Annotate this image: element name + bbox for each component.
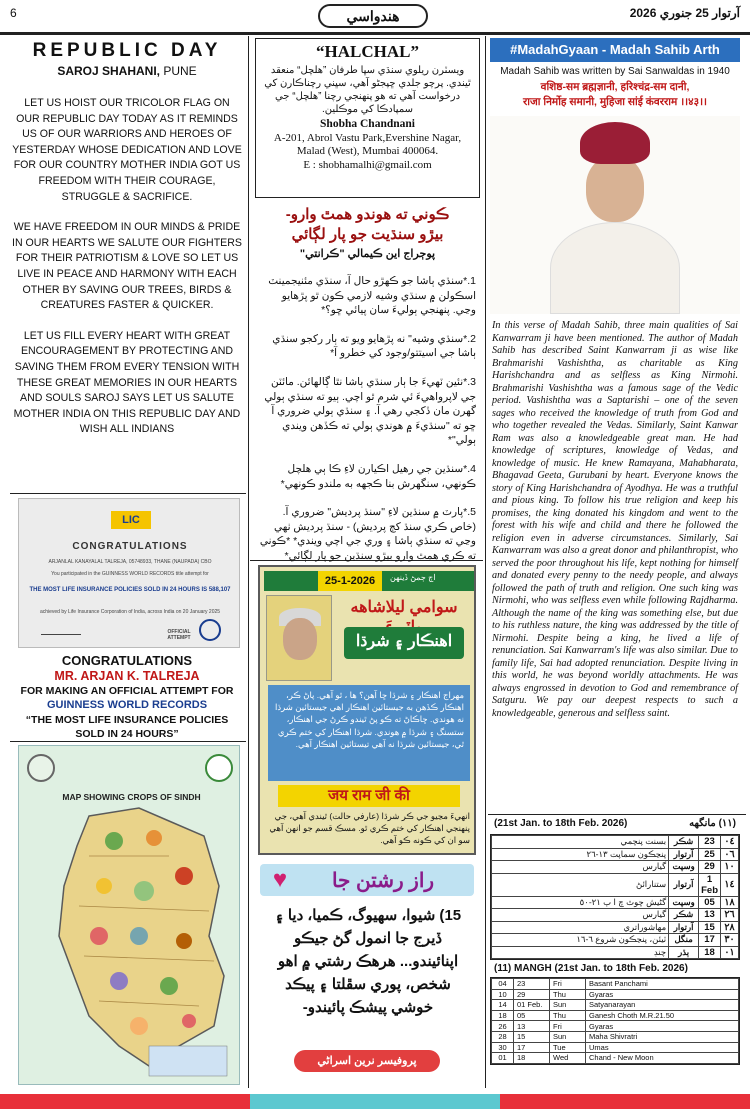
- congrats-line: FOR MAKING AN OFFICIAL ATTEMPT FOR: [20, 685, 234, 697]
- calendar-date: 05: [514, 1010, 550, 1021]
- lic-logo: LIC: [111, 511, 151, 529]
- calendar-date: 01 Feb.: [514, 1000, 550, 1011]
- column-divider-right: [485, 36, 486, 1088]
- calendar-row: [492, 909, 739, 922]
- calendar-row: [492, 836, 739, 849]
- swami-leelashah-box: [258, 565, 476, 855]
- raaz-title: راز رشتن جا: [331, 870, 435, 892]
- madah-article-text: In this verse of Madah Sahib, three main qualities of Sai Kanwarram ji have been mentioned. The author of Madah Sahib has described Saint Kanwarram ji as wise like Brahmarishi Vashishtha, as charitable as King Harishchandra and as selfless as King Nirmohi. Brahmarishi Vashishtha was a famous sage of the Vedic period. Vashishtha was a Saptarishi – one of the seven sages who received the knowledge of truth from God and who together revealed the Vedas. Similarly, Saint Kanwar Ram was also a knowledgeable great man. He had knowledge of scriptures, knowledge of Vedas, and knowledge of music. He knew Ramayana, Mahabharata, Bhagavad Geeta, Gurubani by heart. Everyone knows the story of King Harishchandra of Ayodhya. He was a truthful and pious king. To follow his true religion and keep his promises, the king donated his kingdom and went to the forest with his wife and child and there he followed the religion even in adverse circumstances. Similarly, Sai Kanwarram was also a great donor and philanthropist, who served the poor throughout his life, kept nothing for himself and donated every penny to the needy people, and always followed the path of truth and religion. One such king was Nirmohi, who was selfless even while following Rajdharma. Although the name of the king was something else, but due to his ruthless nature, the king was addressed by the title of Nirmohi. Despite being a king, he lived a life of renunciation. Sai Kanwarram's life was also similar. Due to family life, Sai had adopted renunciation. Despite living in this world, he was beyond worldly attachments. He was always engrossed in devotion to God and remembrance of Satguru. We pay our deepest respects to such a knowledgeable, generous and selfless saint.: [492, 320, 738, 719]
- calendar-weekday: وسپت: [669, 896, 699, 909]
- certificate-holder: ARJANLAL KANAYALAL TALREJA, 05748933, THANE (NAUPADA) CBO: [48, 559, 212, 565]
- calendar-event: Basant Panchami: [586, 979, 739, 990]
- calendar-row: [492, 873, 739, 896]
- section-divider-cal: [488, 814, 746, 815]
- calendar-weekday: Fri: [550, 1021, 586, 1032]
- calendar-event: مهاشوراتري: [492, 921, 669, 934]
- calendar-weekday: Tue: [550, 1042, 586, 1053]
- calendar-tithi: 14: [492, 1000, 514, 1011]
- madah-verse-line1: वशिष्ठ-सम ब्रह्मज्ञानी, हरिश्चंद्र-सम दानी,: [540, 81, 690, 93]
- madah-subtitle: Madah Sahib was written by Sai Sanwaldas in 1940: [500, 66, 730, 77]
- portrait-robe: [550, 222, 680, 314]
- calendar-event: بسنت پنچمي: [492, 836, 669, 849]
- calendar-event: Chand - New Moon: [586, 1053, 739, 1064]
- swami-quote: مهراج اهنڪار ۽ شرڌا ڇا آهن؟ ها ، ٿو آهي. پاڻ ڪر، اهنڪار ڪڏهن به جيستائين اهنڪار اهي جيستائين شرڌا نه هوندي. ڇاڪاڻ ته ڪو پڻ ٿيندو ڪرڻ جي اهنڪار، ستسنگ ۽ شرڌا ۾ هوندي. شرڌا اهنڪار کي ختم ڪري ٿي، جيستائين شرڌا نه آهي تيستائين اهنڪار آهي.: [268, 685, 470, 781]
- calendar-weekday: Wed: [550, 1053, 586, 1064]
- swami-label: اڄ ڄمڻ ڏينهن: [390, 573, 436, 582]
- certificate-record: THE MOST LIFE INSURANCE POLICIES SOLD IN 24 HOURS IS 588,107: [29, 587, 231, 593]
- editor-name: Shobha Chandnani: [320, 118, 415, 130]
- madah-banner: #MadahGyaan - Madah Sahib Arth: [490, 38, 740, 62]
- footer-stripe-teal: [250, 1094, 500, 1109]
- calendar-date: 05: [699, 896, 721, 909]
- calendar-tithi: ٠٤: [721, 836, 739, 849]
- calendar-date: 17: [514, 1042, 550, 1053]
- calendar-event: چنڊ: [492, 946, 669, 959]
- section-divider-rd: [10, 493, 246, 494]
- congrats-quote: “THE MOST LIFE INSURANCE POLICIES SOLD IN 24 HOURS”: [25, 714, 229, 740]
- poem-author: SAROJ SHAHANI, PUNE: [57, 64, 197, 78]
- halchal-title: “HALCHAL”: [316, 42, 419, 61]
- calendar-weekday: Fri: [550, 979, 586, 990]
- calendar-tithi: 18: [492, 1010, 514, 1021]
- calendar-date: 25: [699, 848, 721, 861]
- calendar-event: پنڃڪون سماپت ١٣-٢٦: [492, 848, 669, 861]
- calendar-weekday: آرتوار: [669, 921, 699, 934]
- calendar-weekday: Sun: [550, 1000, 586, 1011]
- calendar-row: [492, 979, 739, 990]
- calendar-tithi: ١٤: [721, 873, 739, 896]
- calendar-tithi: ١٠: [721, 861, 739, 874]
- calendar-event: گيارس: [492, 861, 669, 874]
- masthead-logo: هندواسي: [318, 4, 428, 28]
- page-footer: [0, 1094, 750, 1109]
- calendar-row: [492, 1042, 739, 1053]
- calendar-weekday: Thu: [550, 989, 586, 1000]
- calendar-month: (١١) مانگهه: [689, 818, 736, 829]
- calendar-date: 29: [514, 989, 550, 1000]
- article-para-5: 5.*پارٽ ۾ سنڌين لاءِ "سنڌ پرديش" ضروري آ. (خاص ڪري سنڌ کڄ پرديش) - سنڌ پرديش ٺهي وڃي ته سنڌي ٻاشا ۽ وري جي اچي ويندي* *ڪوني ته ڪري همٿ وارو بيڙو سنڌين جو پار لڳائي*: [259, 506, 476, 562]
- calendar-tithi: 28: [492, 1031, 514, 1042]
- swami-title: سوامي ليلاشاهه: [350, 599, 458, 616]
- calendar-date: 13: [699, 909, 721, 922]
- signature-line: [41, 625, 81, 635]
- raaz-rishtan-box: [258, 860, 476, 1085]
- sindhi-calendar-table: [491, 835, 739, 959]
- calendar-tithi: ٢٦: [721, 909, 739, 922]
- calendar-tithi: 01: [492, 1053, 514, 1064]
- section-divider-cg: [10, 741, 246, 742]
- swami-portrait: [266, 595, 332, 681]
- calendar-row: [492, 1053, 739, 1064]
- calendar-weekday: آرتوار: [669, 848, 699, 861]
- calendar-row: [492, 921, 739, 934]
- sindhi-calendar: [490, 834, 740, 960]
- calendar-weekday: Sun: [550, 1031, 586, 1042]
- lic-certificate-image: [18, 498, 240, 648]
- calendar-row: [492, 1021, 739, 1032]
- portrait-face: [283, 618, 317, 660]
- footer-stripe-red-right: [500, 1094, 750, 1109]
- page-number: 6: [10, 6, 17, 20]
- article-para-4: 4.*سنڌين جي رهيل اڪيارن لاءِ ڪا ٻي هلچل ڪونهي، سنگهرش بنا ڪجهه به ملندو ڪونهي*: [280, 462, 476, 490]
- calendar-row: [492, 946, 739, 959]
- madah-verse-line2: राजा निर्मोह समानी, मुहिजा सांई कंवरराम ।।४३।।: [522, 95, 708, 108]
- poem-stanza-3: LET US FILL EVERY HEART WITH GREAT ENCOURAGEMENT BY PROTECTING AND SAVING THEM FROM EVERY TENSION WITH THESE GREAT MEMORIES IN OUR HEARTS AND SOULS SAROJ SAYS LET US SALUTE MOTHER INDIA ON THIS REPUBLIC DAY AND WISH ALL INDIANS: [13, 329, 241, 436]
- guinness-seal-icon: [199, 619, 221, 641]
- english-calendar-title: (11) MANGH (21st Jan. to 18th Feb. 2026): [494, 963, 688, 974]
- article-byline: پوڄراج اين ڪيمالي "ڪرانتي": [299, 248, 436, 260]
- calendar-date: 23: [699, 836, 721, 849]
- republic-day-poem: [12, 40, 242, 453]
- calendar-weekday: منگل: [669, 934, 699, 947]
- calendar-tithi: ٣٠: [721, 934, 739, 947]
- calendar-event: Umas: [586, 1042, 739, 1053]
- poem-stanza-2: WE HAVE FREEDOM IN OUR MINDS & PRIDE IN OUR HEARTS WE SALUTE OUR FIGHTERS FOR THEIR PATRIOTISM & LOVE SO LET US LIVE IN PEACE AND HARMONY WITH EACH OTHER BY SAVING OUR TREES, BIRDS & CREATURES FASTER & QUICKER.: [12, 221, 242, 312]
- email: E : shobhamalhi@gmail.com: [303, 158, 432, 171]
- calendar-event: گڻيش چوٿ چ ا ٻ ٢١-٥٠: [492, 896, 669, 909]
- sindh-map-shape: [19, 746, 240, 1085]
- official-attempt-label: OFFICIAL ATTEMPT: [167, 629, 191, 641]
- calendar-row: [492, 989, 739, 1000]
- calendar-event: Satyanarayan: [586, 1000, 739, 1011]
- swami-chant: जय राम जी की: [278, 785, 460, 807]
- halchal-text: ويسٽرن ريلوي سنڌي سڀا طرفان ”هلچل“ منعقد ٿيندي. پرچو جلدي ڇپجڻو آهي، سڀني رچناڪارن کي درخواست آهي ته هو پنهنجي رچنا ”هلچل“ جي سمپادڪا کي موڪلين.: [264, 65, 471, 115]
- english-calendar: [490, 977, 740, 1065]
- article-para-2: 2.*سنڌي وشيه" نه پڙهايو ويو ته ٻار رکجو سنڌي ٻاشا جي اسيتتو/وجود کي خطرو آ*: [272, 332, 476, 360]
- article-para-1: 1.*سنڌي ٻاشا جو ڪهڙو حال آ، سنڌي مئنيجمينٽ اسڪولن ۾ سنڌي وشيه لازمي ڪون ٿو پڙهايو وڃي. پنهنجي ٻوليءَ سان پيائي ڇو؟*: [268, 275, 476, 317]
- calendar-event: Gyaras: [586, 989, 739, 1000]
- calendar-event: Maha Shivratri: [586, 1031, 739, 1042]
- calendar-date: 13: [514, 1021, 550, 1032]
- author-city: PUNE: [163, 64, 197, 78]
- calendar-date: 29: [699, 861, 721, 874]
- calendar-row: [492, 848, 739, 861]
- madah-verse: [490, 80, 740, 109]
- address-line2: Malad (West), Mumbai 400064.: [296, 145, 439, 157]
- congrats-record-org: GUINNESS WORLD RECORDS: [46, 699, 208, 711]
- congrats-title: CONGRATULATIONS: [61, 653, 193, 668]
- poem-body: [12, 96, 242, 438]
- calendar-event: ستنارائڻ: [492, 873, 669, 896]
- calendar-date: 17: [699, 934, 721, 947]
- raaz-body: 15) شيوا، سهيوگ، ڪميا، ديا ۽ ڏيرج جا انمول گڻ جيڪو اپنائيندو... هرهڪ رشتي ۾ اهو شخص، پوري سڦلتا ۽ پيڪد خوشي پيشڪ پائيندو-: [274, 907, 462, 1016]
- calendar-event: Ganesh Choth M.R.21.50: [586, 1010, 739, 1021]
- article-para-3: 3.*نئين ٽهيءَ جا ٻار سنڌي ٻاشا نٿا ڳالهائن. مائٽن جي لاپرواهيءَ ئي شرم ٿو اچي. ٻيو ته سنڌي ٻولي گهرن مان ڏکجي رهي آ. ۽ سنڌي ٻولي ضروري آ ڇو ته "سنڌيءَ ۾ هوندي ٻولي ته ڪڏهن ويندي ٻولي"*: [264, 375, 476, 447]
- map-title: MAP SHOWING CROPS OF SINDH: [62, 792, 201, 802]
- certificate-heading: CONGRATULATIONS: [72, 541, 188, 552]
- saint-kanwarram-portrait: [490, 116, 740, 314]
- calendar-weekday: شڪر: [669, 909, 699, 922]
- halchal-address: [256, 118, 479, 172]
- sindhi-calendar-header: [490, 818, 740, 834]
- calendar-weekday: ٻڌر: [669, 946, 699, 959]
- calendar-weekday: وسپت: [669, 861, 699, 874]
- halchal-notice: [255, 38, 480, 198]
- calendar-date: 15: [699, 921, 721, 934]
- calendar-row: [492, 1000, 739, 1011]
- swami-subtitle: اهنڪار ۽ شرڌا: [344, 627, 464, 659]
- calendar-event: Gyaras: [586, 1021, 739, 1032]
- article-body: [255, 274, 480, 564]
- calendar-tithi: ٠٦: [721, 848, 739, 861]
- calendar-tithi: 26: [492, 1021, 514, 1032]
- calendar-date: 15: [514, 1031, 550, 1042]
- poem-stanza-1: LET US HOIST OUR TRICOLOR FLAG ON OUR REPUBLIC DAY TODAY AS IT REMINDS US OF OUR WARRIORS AND HEROES OF YESTERDAY WHOSE DEDICATION AND LOVE FOR OUR COUNTRY MOTHER INDIA GOT US FREEDOM WITH THEIR COURAGE, STRUGGLE & SACRIFICE.: [12, 97, 242, 203]
- author-name: SAROJ SHAHANI: [57, 64, 157, 78]
- header-rule: [0, 32, 750, 35]
- calendar-date: 23: [514, 979, 550, 990]
- portrait-turban: [580, 122, 650, 164]
- calendar-weekday: شڪر: [669, 836, 699, 849]
- calendar-tithi: ٠١: [721, 946, 739, 959]
- calendar-weekday: آرتوار: [669, 873, 699, 896]
- column-divider-left: [248, 36, 249, 1088]
- address-line1: A-201, Abrol Vastu Park,Evershine Nagar,: [273, 131, 462, 144]
- certificate-line1: You participated in the GUINNESS WORLD RECORDS title attempt for: [51, 571, 209, 577]
- poem-title: REPUBLIC DAY: [32, 40, 222, 61]
- calendar-row: [492, 934, 739, 947]
- certificate-line2: achieved by Life Insurance Corporation of India, across India on 20 January 2025: [39, 609, 221, 615]
- header-date: آرتوار 25 جنوري 2026: [629, 6, 740, 20]
- page-header: [0, 0, 750, 32]
- sindhi-article: [255, 205, 480, 578]
- calendar-weekday: Thu: [550, 1010, 586, 1021]
- calendar-date: 18: [699, 946, 721, 959]
- congrats-name: MR. ARJAN K. TALREJA: [54, 669, 200, 683]
- congratulations-notice: [12, 653, 242, 741]
- swami-date: 25-1-2026: [318, 571, 382, 591]
- calendar-row: [492, 896, 739, 909]
- calendar-tithi: 04: [492, 979, 514, 990]
- english-calendar-table: [491, 978, 739, 1064]
- calendar-tithi: ٢٨: [721, 921, 739, 934]
- heart-icon: ♥: [272, 866, 288, 893]
- calendar-tithi: 10: [492, 989, 514, 1000]
- article-heading2: بيڙو سنڌيت جو پار لڳائي: [291, 226, 444, 243]
- calendar-range: (21st Jan. to 18th Feb. 2026): [494, 818, 628, 829]
- calendar-date: 18: [514, 1053, 550, 1064]
- swami-footer-text: انهيءَ مڃيو جي ڪر شرڌا (عارفي حالت) ٿيندي آهي، جي پنهنجي اهنڪار کي ختم ڪري ٿو. مسڪ قسم جو انهن آهي سو ان کي ڪونه ڪو آهي.: [269, 811, 470, 845]
- calendar-tithi: 30: [492, 1042, 514, 1053]
- calendar-row: [492, 1010, 739, 1021]
- calendar-row: [492, 861, 739, 874]
- portrait-face: [586, 156, 644, 222]
- calendar-tithi: ١٨: [721, 896, 739, 909]
- calendar-event: گيارس: [492, 909, 669, 922]
- raaz-author: پروفيسر نرين اسراڻي: [294, 1050, 440, 1072]
- calendar-event: ٽيئن، پنڃڪون شروع ٦-١٦: [492, 934, 669, 947]
- article-heading1: ڪوني ته هوندو همٿ وارو-: [285, 206, 450, 223]
- calendar-date: 1 Feb: [699, 873, 721, 896]
- sindh-crops-map: [18, 745, 240, 1085]
- footer-stripe-red-left: [0, 1094, 250, 1109]
- calendar-row: [492, 1031, 739, 1042]
